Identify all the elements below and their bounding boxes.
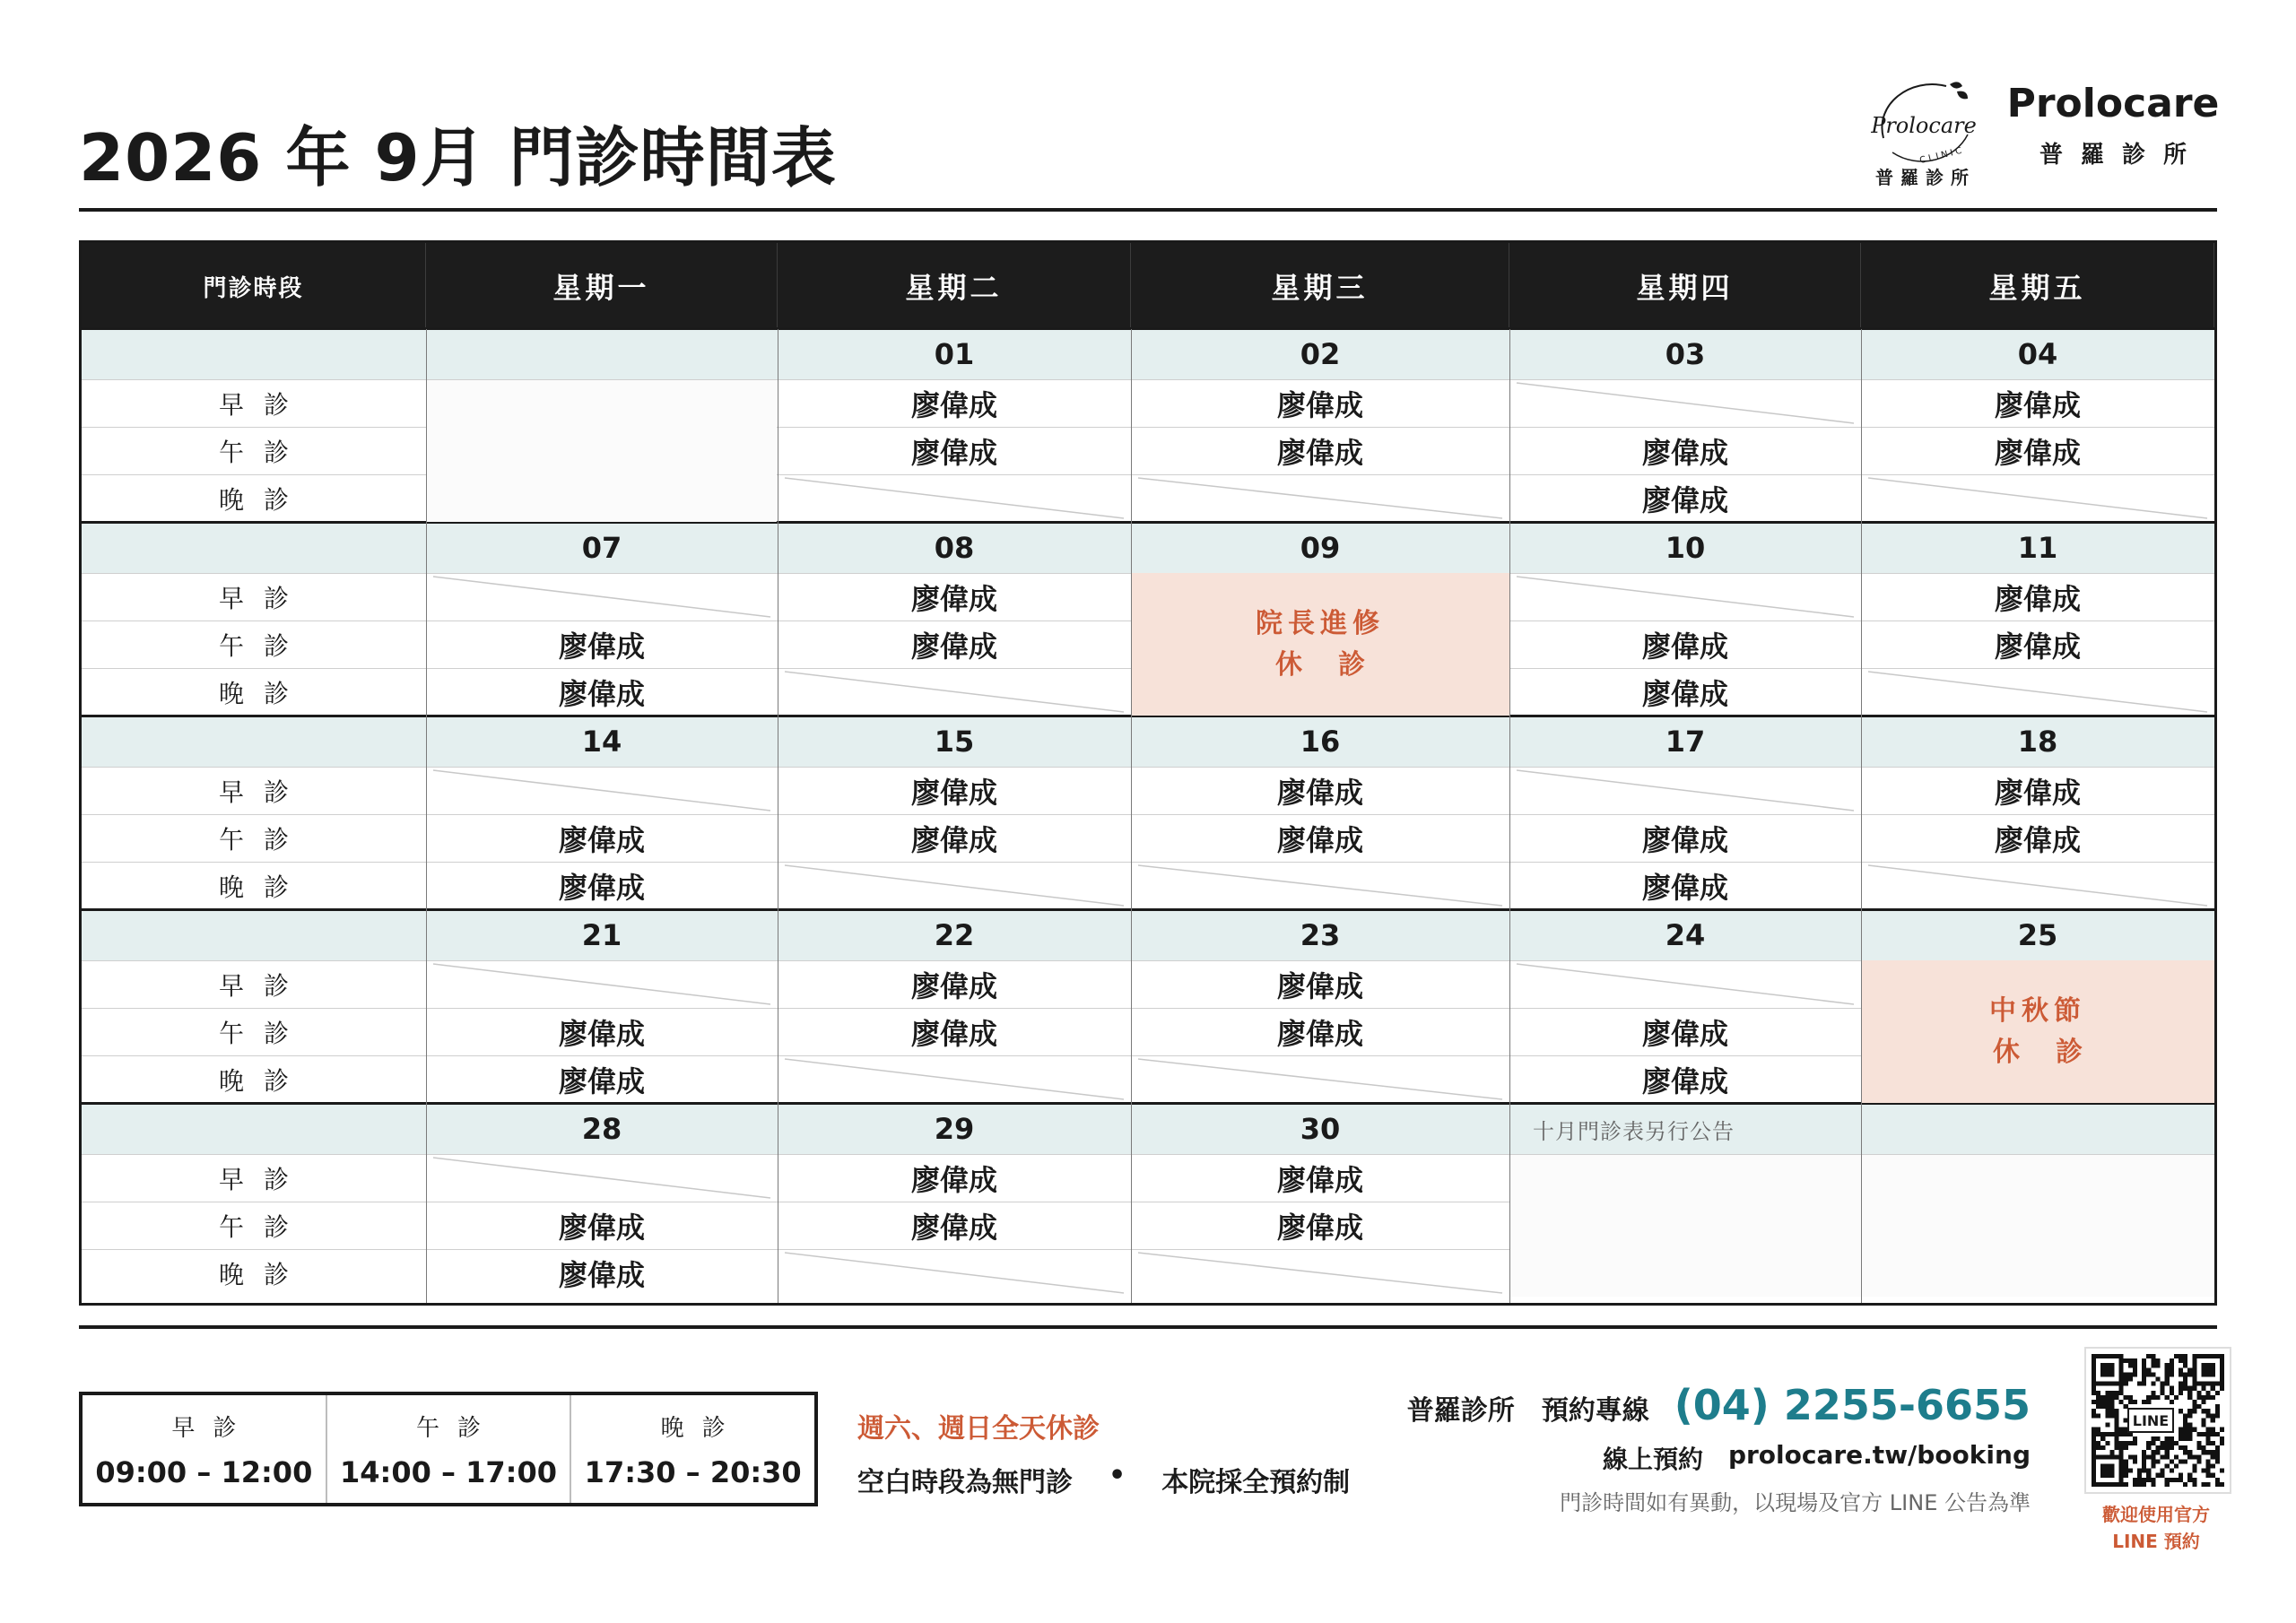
date-cell: 11 (1861, 523, 2214, 573)
doctor-entry: 廖偉成 (910, 581, 997, 616)
date-cell: 18 (1861, 716, 2214, 767)
contact-row (1407, 1381, 2031, 1429)
doctor-entry: 廖偉成 (1994, 387, 2081, 422)
empty-october-block (1510, 1155, 2214, 1297)
booking-info-line (857, 1460, 1350, 1499)
holiday-reason: 中秋節 (1989, 994, 2086, 1027)
date-cell: 07 (426, 523, 778, 573)
slot-label: 晚診 (218, 1259, 309, 1289)
clinic-hours-box (79, 1392, 818, 1506)
date-cell: 15 (778, 716, 1131, 767)
doctor-entry: 廖偉成 (558, 629, 645, 664)
doctor-entry: 廖偉成 (558, 1257, 645, 1292)
slot-label: 晚診 (218, 872, 309, 902)
schedule-table (79, 240, 2217, 1306)
hours-label: 晚診 (660, 1414, 744, 1442)
slot-label: 午診 (218, 1018, 309, 1048)
doctor-entry: 廖偉成 (1994, 581, 2081, 616)
reservation-note: 本院採全預約制 (1161, 1467, 1351, 1498)
doctor-entry: 廖偉成 (1641, 629, 1728, 664)
empty-day-block (427, 380, 777, 522)
doctor-entry: 廖偉成 (1641, 1063, 1728, 1098)
holiday-closed-block (1131, 573, 1509, 716)
empty-slot (426, 1154, 778, 1202)
doctor-entry: 廖偉成 (910, 1162, 997, 1197)
online-booking-row (1603, 1440, 2031, 1476)
bullet-separator: • (1109, 1460, 1126, 1491)
brand-name: Prolocare (2006, 81, 2220, 126)
hours-time: 14:00 – 17:00 (340, 1454, 557, 1489)
holiday-closed-label: 休診 (1993, 1036, 2118, 1068)
slot-label: 晚診 (218, 484, 309, 515)
date-cell: 23 (1131, 910, 1509, 960)
date-cell: 30 (1131, 1104, 1509, 1154)
empty-slot (778, 668, 1131, 716)
empty-slot (1861, 668, 2214, 716)
slot-label: 早診 (218, 583, 309, 613)
doctor-entry: 廖偉成 (1276, 387, 1363, 422)
slot-label: 午診 (218, 1211, 309, 1242)
date-cell: 04 (1861, 329, 2214, 379)
doctor-entry: 廖偉成 (910, 822, 997, 857)
empty-slot (778, 1055, 1131, 1103)
doctor-entry: 廖偉成 (558, 822, 645, 857)
logo-ring-text: CLINIC (1918, 145, 1966, 167)
doctor-entry: 廖偉成 (910, 1210, 997, 1245)
date-cell: 21 (426, 910, 778, 960)
week-divider (82, 327, 2214, 330)
top-divider (79, 208, 2217, 212)
doctor-entry: 廖偉成 (910, 968, 997, 1003)
doctor-entry: 廖偉成 (1276, 968, 1363, 1003)
slot-label: 午診 (218, 824, 309, 855)
empty-slot (1861, 474, 2214, 522)
doctor-entry: 廖偉成 (1276, 822, 1363, 857)
weekend-closed-note: 週六、週日全天休診 (857, 1413, 1100, 1445)
slot-label: 午診 (218, 437, 309, 467)
doctor-entry: 廖偉成 (910, 1016, 997, 1051)
empty-slot (1861, 862, 2214, 909)
date-cell: 09 (1131, 523, 1509, 573)
slot-label: 晚診 (218, 1065, 309, 1096)
empty-slot (426, 573, 778, 621)
contact-label: 普羅診所 預約專線 (1406, 1395, 1649, 1427)
date-cell: 25 (1861, 910, 2214, 960)
header-weekday: 星期二 (778, 243, 1131, 329)
doctor-entry: 廖偉成 (1994, 822, 2081, 857)
doctor-entry: 廖偉成 (910, 435, 997, 470)
doctor-entry: 廖偉成 (558, 1210, 645, 1245)
online-label: 線上預約 (1602, 1445, 1703, 1474)
doctor-entry: 廖偉成 (1641, 1016, 1728, 1051)
empty-slot (1131, 1249, 1509, 1297)
date-cell: 03 (1509, 329, 1861, 379)
date-cell (426, 329, 778, 379)
holiday-closed-label: 休診 (1275, 648, 1401, 681)
brand-name-cn: 普羅診所 (2039, 142, 2205, 169)
doctor-entry: 廖偉成 (910, 775, 997, 810)
empty-slot (426, 960, 778, 1008)
empty-slot (778, 474, 1131, 522)
contact-phone[interactable]: (04) 2255-6655 (1674, 1381, 2031, 1429)
empty-slot (1509, 379, 1861, 427)
doctor-entry: 廖偉成 (1994, 435, 2081, 470)
week-divider (82, 521, 2214, 524)
doctor-entry: 廖偉成 (1276, 1210, 1363, 1245)
doctor-entry: 廖偉成 (558, 1016, 645, 1051)
date-cell: 14 (426, 716, 778, 767)
column-divider (1131, 329, 1132, 1303)
empty-slot (1131, 1055, 1509, 1103)
date-cell: 01 (778, 329, 1131, 379)
empty-slot (778, 1249, 1131, 1297)
empty-slot (1131, 474, 1509, 522)
doctor-entry: 廖偉成 (910, 387, 997, 422)
empty-slot (1509, 960, 1861, 1008)
qr-caption (2063, 1501, 2249, 1555)
slot-label: 午診 (218, 630, 309, 661)
qr-caption-line: 歡迎使用官方 (2102, 1504, 2210, 1525)
date-band-blank (82, 523, 426, 573)
empty-slot (1131, 862, 1509, 909)
logo-subtitle: 普羅診所 (1875, 167, 1976, 188)
doctor-entry: 廖偉成 (1641, 822, 1728, 857)
date-band-blank (82, 716, 426, 767)
date-cell: 02 (1131, 329, 1509, 379)
header-weekday: 星期四 (1509, 243, 1861, 329)
doctor-entry: 廖偉成 (558, 676, 645, 711)
week-divider (82, 908, 2214, 911)
header-weekday: 星期五 (1861, 243, 2214, 329)
date-band-blank (82, 910, 426, 960)
holiday-reason: 院長進修 (1256, 607, 1385, 639)
blank-slot-note: 空白時段為無門診 (857, 1467, 1073, 1498)
column-divider (1509, 329, 1510, 1303)
header-slot-column: 門診時段 (82, 243, 426, 329)
doctor-entry: 廖偉成 (1276, 1162, 1363, 1197)
booking-url[interactable]: prolocare.tw/booking (1727, 1440, 2031, 1470)
slot-label: 早診 (218, 777, 309, 807)
date-cell: 16 (1131, 716, 1509, 767)
doctor-entry: 廖偉成 (1276, 775, 1363, 810)
header-weekday: 星期三 (1131, 243, 1509, 329)
doctor-entry: 廖偉成 (1994, 775, 2081, 810)
doctor-entry: 廖偉成 (558, 1063, 645, 1098)
doctor-entry: 廖偉成 (1641, 676, 1728, 711)
doctor-entry: 廖偉成 (1641, 482, 1728, 517)
hours-time: 09:00 – 12:00 (95, 1454, 313, 1489)
qr-caption-line: LINE 預約 (2112, 1531, 2200, 1552)
column-divider (426, 329, 427, 1303)
holiday-closed-block (1861, 960, 2214, 1103)
doctor-entry: 廖偉成 (1276, 1016, 1363, 1051)
empty-slot (1509, 767, 1861, 814)
hours-label: 早診 (171, 1414, 255, 1442)
band-divider (82, 379, 2214, 380)
bottom-divider (79, 1325, 2217, 1329)
october-schedule-note: 十月門診表另行公告 (1533, 1118, 1735, 1144)
hours-afternoon (327, 1395, 572, 1503)
doctor-entry: 廖偉成 (1276, 435, 1363, 470)
date-cell: 24 (1509, 910, 1861, 960)
date-cell: 08 (778, 523, 1131, 573)
logo-script: Prolocare (1871, 113, 1977, 138)
slot-label: 晚診 (218, 678, 309, 708)
schedule-change-note: 門診時間如有異動，以現場及官方 LINE 公告為準 (1560, 1490, 2031, 1515)
date-cell: 28 (426, 1104, 778, 1154)
doctor-entry: 廖偉成 (558, 870, 645, 905)
page-title: 2026 年 9月 門診時間表 (79, 120, 837, 195)
doctor-entry: 廖偉成 (1994, 629, 2081, 664)
date-band-blank (82, 329, 426, 379)
header-weekday: 星期一 (426, 243, 778, 329)
hours-time: 17:30 – 20:30 (584, 1454, 802, 1489)
band-divider (82, 767, 2214, 768)
slot-label: 早診 (218, 970, 309, 1001)
doctor-entry: 廖偉成 (1641, 870, 1728, 905)
empty-slot (1509, 573, 1861, 621)
date-cell: 22 (778, 910, 1131, 960)
doctor-entry: 廖偉成 (1641, 435, 1728, 470)
date-cell: 17 (1509, 716, 1861, 767)
hours-label: 午診 (416, 1414, 500, 1442)
hours-evening (571, 1395, 814, 1503)
slot-label: 早診 (218, 389, 309, 420)
column-divider (1861, 329, 1862, 1303)
date-cell: 10 (1509, 523, 1861, 573)
qr-line-badge: LINE (2127, 1408, 2174, 1433)
slot-label: 早診 (218, 1164, 309, 1194)
date-cell: 29 (778, 1104, 1131, 1154)
empty-slot (778, 862, 1131, 909)
hours-morning (83, 1395, 327, 1503)
date-band-blank (82, 1104, 426, 1154)
empty-slot (426, 767, 778, 814)
doctor-entry: 廖偉成 (910, 629, 997, 664)
